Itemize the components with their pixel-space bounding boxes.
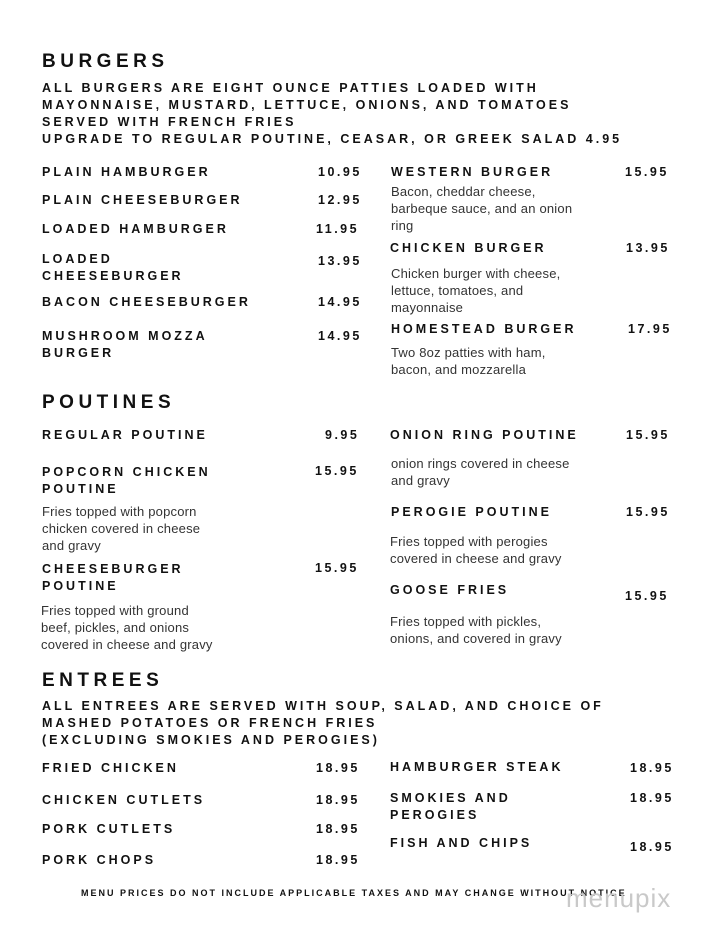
item-price: 18.95 bbox=[316, 761, 360, 775]
item-name: BACON CHEESEBURGER bbox=[42, 295, 251, 309]
item-name: HOMESTEAD BURGER bbox=[391, 322, 577, 336]
item-price: 14.95 bbox=[318, 329, 362, 343]
section-heading-entrees: ENTREES bbox=[42, 670, 164, 691]
item-description: Fries topped with popcorn chicken covered in cheese and gravy bbox=[42, 504, 201, 553]
item-name: PLAIN CHEESEBURGER bbox=[42, 193, 243, 207]
item-description: Fries topped with perogies covered in cheese and gravy bbox=[390, 534, 562, 566]
item-name: LOADED HAMBURGER bbox=[42, 222, 229, 236]
item-price: 14.95 bbox=[318, 295, 362, 309]
burgers-intro-line: UPGRADE TO REGULAR POUTINE, CEASAR, OR GREEK SALAD 4.95 bbox=[42, 132, 623, 146]
item-name: REGULAR POUTINE bbox=[42, 428, 208, 442]
item-price: 17.95 bbox=[628, 322, 672, 336]
item-name: MUSHROOM MOZZA BURGER bbox=[42, 329, 208, 360]
item-name: GOOSE FRIES bbox=[390, 583, 510, 597]
item-price: 13.95 bbox=[626, 241, 670, 255]
item-name: CHICKEN CUTLETS bbox=[42, 793, 206, 807]
item-price: 18.95 bbox=[316, 853, 360, 867]
item-price: 15.95 bbox=[626, 428, 670, 442]
section-heading-poutines: POUTINES bbox=[42, 392, 176, 413]
item-description: onion rings covered in cheese and gravy bbox=[391, 456, 570, 488]
item-price: 15.95 bbox=[315, 561, 359, 575]
burgers-intro-line: SERVED WITH FRENCH FRIES bbox=[42, 115, 297, 129]
item-name: CHICKEN BURGER bbox=[390, 241, 547, 255]
item-price: 9.95 bbox=[325, 428, 360, 442]
item-price: 10.95 bbox=[318, 165, 362, 179]
item-name: LOADED CHEESEBURGER bbox=[42, 252, 184, 283]
item-name: CHEESEBURGER POUTINE bbox=[42, 562, 184, 593]
item-description: Bacon, cheddar cheese, barbeque sauce, and an onion ring bbox=[391, 184, 573, 233]
burgers-intro-line: MAYONNAISE, MUSTARD, LETTUCE, ONIONS, AND TOMATOES bbox=[42, 98, 572, 112]
item-name: POPCORN CHICKEN POUTINE bbox=[42, 465, 211, 496]
item-price: 18.95 bbox=[630, 791, 674, 805]
item-name: FISH AND CHIPS bbox=[390, 836, 533, 850]
item-name: HAMBURGER STEAK bbox=[390, 760, 564, 774]
item-description: Chicken burger with cheese, lettuce, tomatoes, and mayonnaise bbox=[391, 266, 561, 315]
item-price: 18.95 bbox=[316, 822, 360, 836]
item-name: FRIED CHICKEN bbox=[42, 761, 179, 775]
item-name: PEROGIE POUTINE bbox=[391, 505, 552, 519]
entrees-intro-line: (EXCLUDING SMOKIES AND PEROGIES) bbox=[42, 733, 380, 747]
item-price: 15.95 bbox=[626, 505, 670, 519]
item-description: Fries topped with pickles, onions, and covered in gravy bbox=[390, 614, 562, 646]
item-price: 18.95 bbox=[630, 761, 674, 775]
item-name: PORK CUTLETS bbox=[42, 822, 176, 836]
item-price: 15.95 bbox=[625, 589, 669, 603]
entrees-intro-line: MASHED POTATOES OR FRENCH FRIES bbox=[42, 716, 378, 730]
item-name: PLAIN HAMBURGER bbox=[42, 165, 211, 179]
item-price: 15.95 bbox=[315, 464, 359, 478]
item-description: Fries topped with ground beef, pickles, and onions covered in cheese and gravy bbox=[41, 603, 213, 652]
item-description: Two 8oz patties with ham, bacon, and mozzarella bbox=[391, 345, 546, 377]
item-price: 13.95 bbox=[318, 254, 362, 268]
item-name: PORK CHOPS bbox=[42, 853, 157, 867]
burgers-intro-line: ALL BURGERS ARE EIGHT OUNCE PATTIES LOADED WITH bbox=[42, 81, 539, 95]
item-name: WESTERN BURGER bbox=[391, 165, 554, 179]
item-price: 18.95 bbox=[630, 840, 674, 854]
tax-notice: MENU PRICES DO NOT INCLUDE APPLICABLE TAXES AND MAY CHANGE WITHOUT NOTICE bbox=[81, 888, 627, 898]
entrees-intro-line: ALL ENTREES ARE SERVED WITH SOUP, SALAD, AND CHOICE OF bbox=[42, 699, 604, 713]
item-price: 15.95 bbox=[625, 165, 669, 179]
section-heading-burgers: BURGERS bbox=[42, 51, 169, 72]
item-name: ONION RING POUTINE bbox=[390, 428, 579, 442]
item-price: 12.95 bbox=[318, 193, 362, 207]
watermark-logo: menupix bbox=[566, 883, 672, 913]
item-price: 11.95 bbox=[316, 222, 360, 236]
item-name: SMOKIES AND PEROGIES bbox=[390, 791, 511, 822]
item-price: 18.95 bbox=[316, 793, 360, 807]
